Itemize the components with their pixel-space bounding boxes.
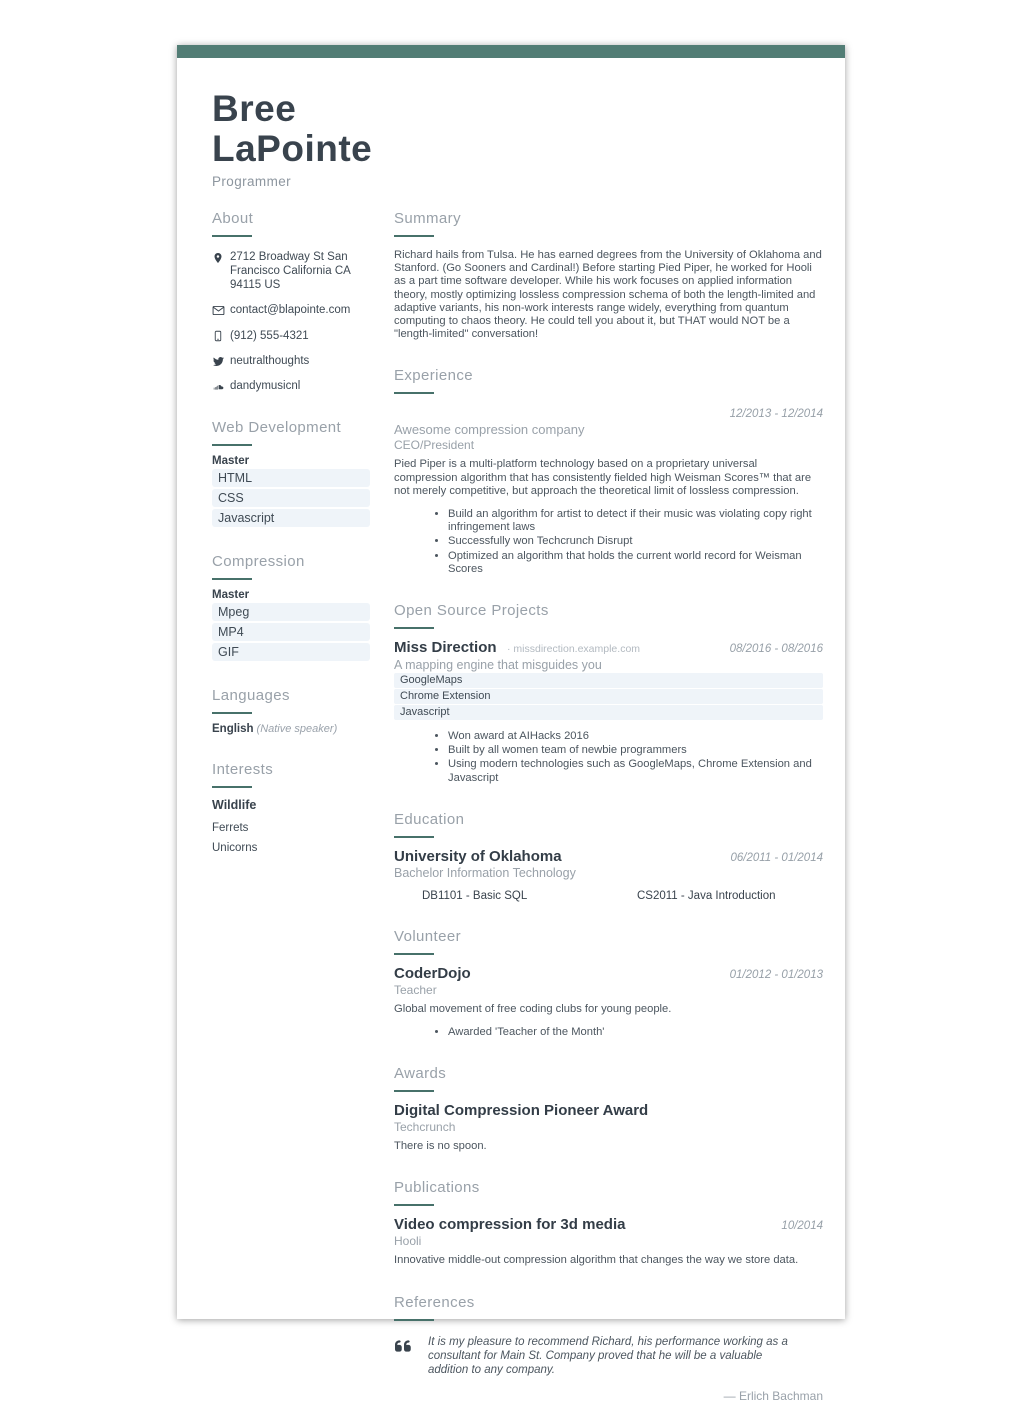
sidebar — [212, 210, 370, 1403]
experience-bullet: • Successfully won Techcrunch Disrupt — [448, 535, 823, 548]
skill-level-label: Master — [212, 589, 250, 601]
volunteer-section — [394, 928, 823, 1039]
project-bullet: • Won award at AIHacks 2016 — [448, 730, 823, 743]
reference-attribution: — Erlich Bachman — [723, 1388, 823, 1403]
twitter-icon — [212, 355, 230, 367]
publication-description: Innovative middle-out compression algorithm that changes the way we store data. — [394, 1254, 799, 1267]
mobile-phone-icon — [212, 328, 230, 343]
skill-pill: HTML — [212, 469, 370, 487]
volunteer-dates: 01/2012 - 01/2013 — [729, 968, 823, 981]
education-section — [394, 811, 823, 902]
interest-primary: Wildlife — [212, 798, 257, 812]
project-dates: 08/2016 - 08/2016 — [729, 643, 823, 656]
person-name — [212, 89, 823, 169]
person-name-line2: LaPointe — [212, 128, 373, 169]
skill-pill: Mpeg — [212, 603, 370, 621]
webdev-skill-list — [212, 469, 370, 527]
experience-bullet-list — [394, 508, 823, 576]
contact-email-row — [212, 303, 370, 317]
person-name-line1: Bree — [212, 88, 297, 129]
envelope-icon — [212, 303, 230, 317]
references-section — [394, 1294, 823, 1403]
publications-heading: Publications — [394, 1179, 823, 1206]
experience-section — [394, 367, 823, 576]
education-dates: 06/2011 - 01/2014 — [730, 851, 823, 864]
contact-soundcloud-row — [212, 379, 370, 393]
interest-list — [212, 820, 370, 856]
skill-pill: MP4 — [212, 623, 370, 641]
award-title-row — [394, 1102, 823, 1119]
main-column — [394, 210, 823, 1403]
soundcloud-icon — [212, 380, 230, 393]
experience-bullet: • Optimized an algorithm that holds the current world record for Weisman Scores — [448, 550, 823, 576]
experience-bullet: • Build an algorithm for artist to detect if their music was violating copy right infringement laws — [448, 508, 823, 534]
volunteer-role: Teacher — [394, 982, 437, 997]
projects-section — [394, 602, 823, 785]
skill-level-label: Master — [212, 455, 250, 467]
publication-dates: 10/2014 — [781, 1220, 823, 1233]
volunteer-bullet: • Awarded 'Teacher of the Month' — [448, 1026, 823, 1039]
compression-heading: Compression — [212, 553, 370, 580]
experience-dates-row — [394, 404, 823, 422]
awards-section — [394, 1065, 823, 1153]
contact-phone: (912) 555-4321 — [230, 329, 309, 342]
experience-company: Awesome compression company — [394, 422, 585, 438]
education-degree: Bachelor Information Technology — [394, 865, 576, 880]
experience-description: Pied Piper is a multi-platform technology based on a proprietary universal compression algorithm that has consistently fielded high Weisman Scores™ that are not merely competitive, but approach the theoretical limit of lossless compression. — [394, 458, 812, 497]
projects-heading: Open Source Projects — [394, 602, 823, 629]
contact-soundcloud[interactable]: dandymusicnl — [230, 380, 301, 392]
project-url[interactable]: · missdirection.example.com — [506, 643, 641, 656]
project-title: Miss Direction — [394, 639, 497, 657]
publications-section — [394, 1179, 823, 1267]
about-heading: About — [212, 210, 370, 237]
skill-pill: CSS — [212, 489, 370, 507]
reference-quote-row — [394, 1335, 823, 1377]
volunteer-bullet-list — [394, 1026, 823, 1039]
interests-section — [212, 761, 370, 856]
volunteer-description: Global movement of free coding clubs for young people. — [394, 1002, 672, 1015]
summary-heading: Summary — [394, 210, 823, 237]
languages-section — [212, 687, 370, 735]
resume-header — [212, 89, 823, 189]
award-description: There is no spoon. — [394, 1140, 487, 1153]
volunteer-heading: Volunteer — [394, 928, 823, 955]
course-item: CS2011 - Java Introduction — [637, 889, 776, 902]
contact-twitter-row — [212, 354, 370, 368]
education-school: University of Oklahoma — [394, 847, 562, 865]
experience-role: CEO/President — [394, 438, 475, 453]
languages-heading: Languages — [212, 687, 370, 714]
course-list — [394, 890, 823, 902]
project-subtitle: A mapping engine that misguides you — [394, 658, 602, 673]
summary-text: Richard hails from Tulsa. He has earned degrees from the University of Oklahoma and Stanford. (Go Sooners and Cardinal!) Before starting Pied Piper, he worked for Hooli as a part time software developer. While his work focuses on applied information theory, mostly optimizing lossless compression schema of both the length-limited and adaptive variants, his non-work interests range widely, everything from quantum computing to chaos theory. He could tell you about it, but THAT would NOT be a "length-limited" conversation! — [394, 249, 822, 341]
contact-address: 2712 Broadway St San Francisco California CA 94115 US — [230, 251, 351, 291]
compression-skills-section — [212, 553, 370, 661]
publication-publisher: Hooli — [394, 1234, 422, 1249]
awards-heading: Awards — [394, 1065, 823, 1092]
project-bullet: • Using modern technologies such as GoogleMaps, Chrome Extension and Javascript — [448, 758, 823, 784]
interest-item: Unicorns — [212, 842, 258, 854]
project-tag: Chrome Extension — [394, 689, 823, 704]
language-note: (Native speaker) — [256, 723, 338, 735]
volunteer-title-row — [394, 965, 823, 982]
accent-bar — [177, 45, 845, 58]
language-name: English — [212, 723, 254, 735]
interests-heading: Interests — [212, 761, 370, 788]
project-bullet-list — [394, 730, 823, 785]
webdev-heading: Web Development — [212, 419, 370, 446]
project-bullet: • Built by all women team of newbie programmers — [448, 744, 823, 757]
course-item: DB1101 - Basic SQL — [422, 889, 528, 902]
resume-page — [177, 45, 845, 1403]
webdev-skills-section — [212, 419, 370, 527]
contact-address-row — [212, 250, 370, 292]
summary-section — [394, 210, 823, 341]
project-title-group — [394, 639, 640, 657]
references-heading: References — [394, 1294, 823, 1321]
language-item — [212, 723, 370, 735]
education-heading: Education — [394, 811, 823, 838]
contact-twitter[interactable]: neutralthoughts — [230, 355, 310, 367]
education-title-row — [394, 848, 823, 865]
quote-icon — [394, 1335, 428, 1377]
experience-heading: Experience — [394, 367, 823, 394]
skill-pill: Javascript — [212, 509, 370, 527]
project-title-row — [394, 639, 823, 657]
project-tag: GoogleMaps — [394, 673, 823, 688]
publication-title-row — [394, 1216, 823, 1233]
project-tag-list — [394, 673, 823, 720]
volunteer-org: CoderDojo — [394, 964, 471, 982]
compression-skill-list — [212, 603, 370, 661]
award-title: Digital Compression Pioneer Award — [394, 1102, 649, 1120]
experience-dates: 12/2013 - 12/2014 — [729, 408, 823, 421]
project-tag: Javascript — [394, 705, 823, 720]
map-pin-icon — [212, 250, 230, 265]
publication-title: Video compression for 3d media — [394, 1216, 626, 1234]
reference-quote: It is my pleasure to recommend Richard, his performance working as a consultant for Main St. Company proved that he will be a valuable addition to any company. — [428, 1335, 788, 1376]
contact-phone-row — [212, 328, 370, 343]
award-issuer: Techcrunch — [394, 1120, 456, 1135]
interest-item: Ferrets — [212, 822, 249, 834]
contact-email[interactable]: contact@blapointe.com — [230, 304, 351, 316]
about-section — [212, 210, 370, 393]
job-title: Programmer — [212, 174, 292, 189]
skill-pill: GIF — [212, 643, 370, 661]
